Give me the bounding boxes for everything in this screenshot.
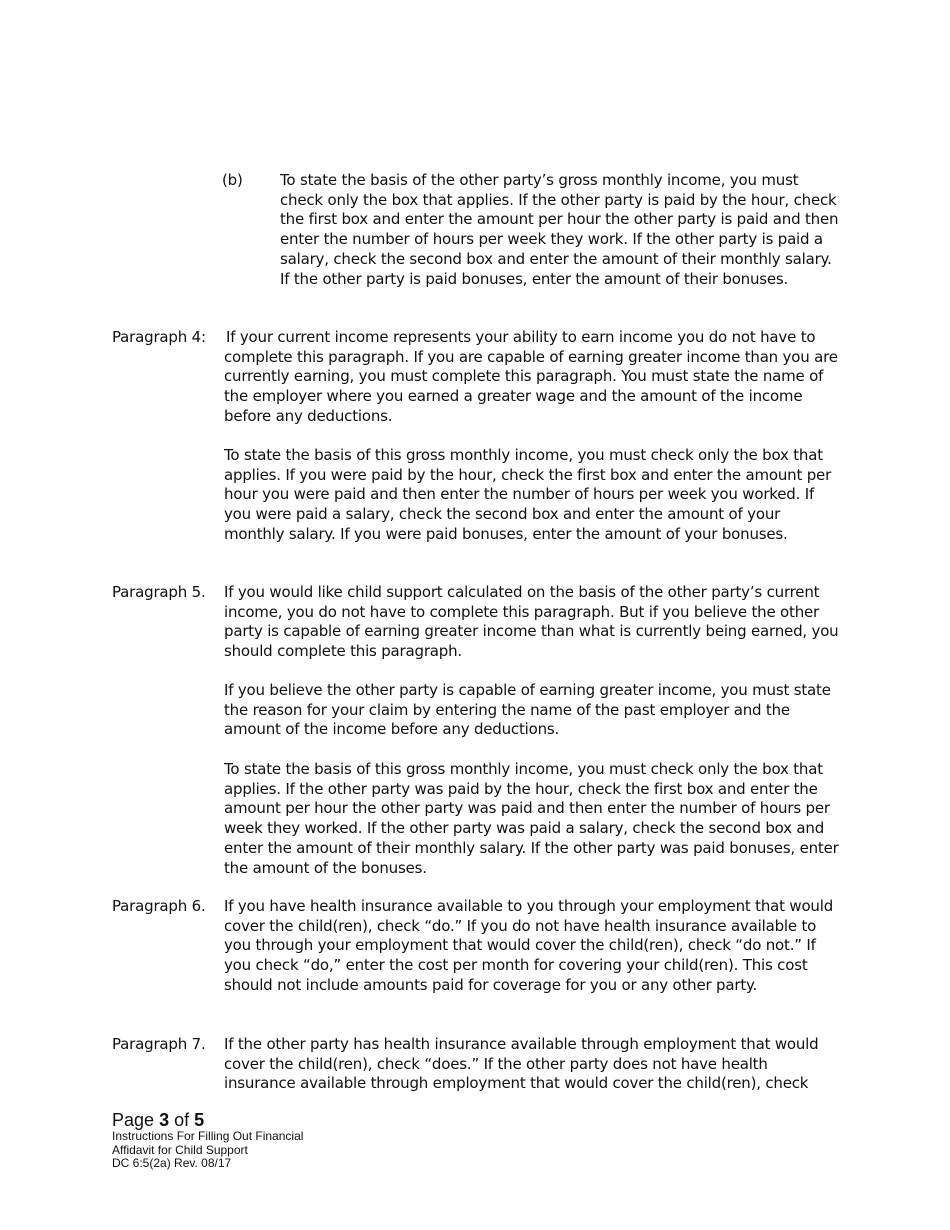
paragraph-4-text-1: If your current income represents your ability to earn income you do not have to complete this paragraph. If you are capable of earning greater income than you are currently earning, you must complete this paragraph. You must state the name of the employer where you earned a greater wage and the amount of the income before any deductions. [224, 328, 838, 425]
page-footer [112, 1110, 303, 1171]
paragraph-7-text: If the other party has health insurance available through employment that would cover the child(ren), check “does.” If the other party does not have health insurance available through employment that would cover the child(ren), check [224, 1035, 819, 1093]
footer-title-line-2: Affidavit for Child Support [112, 1142, 248, 1157]
page-total: 5 [194, 1110, 205, 1130]
paragraph-5-text-2: If you believe the other party is capable of earning greater income, you must state the reason for your claim by entering the name of the past employer and the amount of the income before any deductions. [224, 681, 831, 739]
footer-title-line-1: Instructions For Filling Out Financial [112, 1129, 304, 1143]
paragraph-7-label: Paragraph 7. [112, 1035, 206, 1053]
paragraph-6-label: Paragraph 6. [112, 897, 206, 915]
sub-item-b-text: To state the basis of the other party’s gross monthly income, you must check only the box that applies. If the other party is paid by the hour, check the first box and enter the amount per hour the other party is paid and then enter the number of hours per week they work. If the other party is paid a salary, check the second box and enter the amount of their monthly salary. If the other party is paid bonuses, enter the amount of their bonuses. [280, 171, 839, 288]
paragraph-5-text-3: To state the basis of this gross monthly income, you must check only the box that applies. If the other party was paid by the hour, check the first box and enter the amount per hour the other party was paid and then enter the number of hours per week they worked. If the other party was paid a salary, check the second box and enter the amount of their monthly salary. If the other party was paid bonuses, enter the amount of the bonuses. [224, 760, 839, 877]
paragraph-5-label: Paragraph 5. [112, 583, 206, 601]
paragraph-4-text-2: To state the basis of this gross monthly income, you must check only the box that applies. If you were paid by the hour, check the first box and enter the amount per hour you were paid and then enter the number of hours per week you worked. If you were paid a salary, check the second box and enter the amount of your monthly salary. If you were paid bonuses, enter the amount of your bonuses. [224, 446, 832, 543]
page-word: Page [112, 1110, 155, 1130]
paragraph-4-label: Paragraph 4: [112, 328, 206, 346]
sub-item-b-label: (b) [222, 171, 243, 189]
paragraph-5-text-1: If you would like child support calculated on the basis of the other party’s current income, you do not have to complete this paragraph. But if you believe the other party is capable of earning greater income than what is currently being earned, you should complete this paragraph. [224, 583, 839, 661]
page-current: 3 [159, 1110, 170, 1130]
page-number [112, 1110, 303, 1130]
page-of: of [174, 1110, 190, 1130]
paragraph-6-text: If you have health insurance available to you through your employment that would cover the child(ren), check “do.” If you do not have health insurance available to you through your employment that would cover the child(ren), check “do not.” If you check “do,” enter the cost per month for covering your child(ren). This cost should not include amounts paid for coverage for you or any other party. [224, 897, 834, 994]
footer-form-code: DC 6:5(2a) Rev. 08/17 [112, 1156, 232, 1170]
